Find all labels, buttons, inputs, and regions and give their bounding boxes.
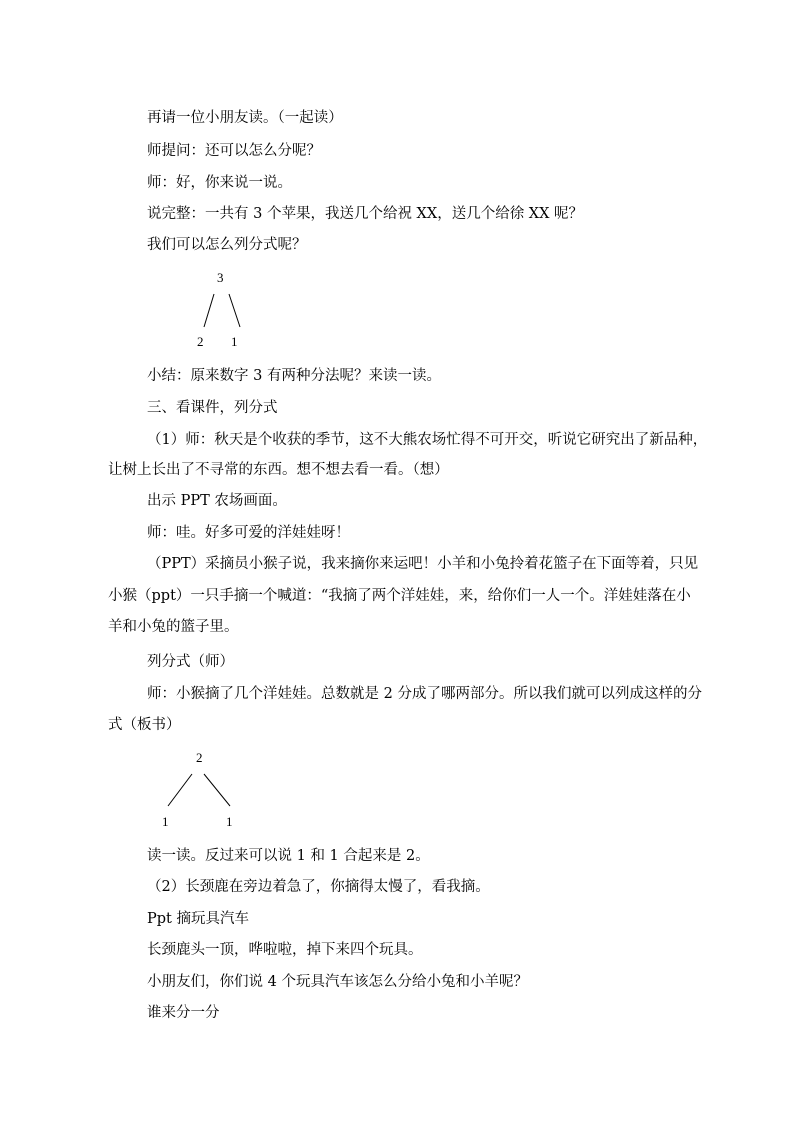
bond-total: 2 (196, 750, 203, 765)
paragraph: Ppt 摘玩具汽车 (147, 911, 249, 927)
paragraph: 再请一位小朋友读。（一起读） (147, 110, 343, 126)
paragraph: 小结：原来数字 3 有两种分法呢？来读一读。 (147, 368, 441, 384)
paragraph: 我们可以怎么列分式呢？ (147, 237, 307, 253)
paragraph: 师：好，你来说一说。 (147, 175, 292, 191)
bond-part-left: 2 (197, 334, 204, 349)
paragraph: 师：哇。好多可爱的洋娃娃呀！ (147, 525, 350, 541)
right-branch-line (229, 294, 240, 327)
section-heading: 三、看课件，列分式 (147, 400, 278, 416)
right-branch-line (204, 774, 230, 806)
bond-part-right: 1 (231, 334, 238, 349)
paragraph: 读一读。反过来可以说 1 和 1 合起来是 2。 (147, 848, 430, 864)
paragraph-continuation: 让树上长出了不寻常的东西。想不想去看一看。（想） (108, 462, 449, 478)
paragraph-continuation: 小猴（ppt）一只手摘一个喊道：“我摘了两个洋娃娃，来，给你们一人一个。洋娃娃落在小 (108, 588, 691, 604)
bond-total: 3 (217, 270, 224, 285)
paragraph: 谁来分一分 (147, 1005, 220, 1021)
paragraph: 师提问：还可以怎么分呢？ (147, 143, 321, 159)
bond-branches (200, 292, 245, 332)
paragraph: 说完整：一共有 3 个苹果，我送几个给祝 XX，送几个给徐 XX 呢？ (147, 206, 584, 222)
paragraph: （1）师：秋天是个收获的季节，这不大熊农场忙得不可开交，听说它研究出了新品种， (147, 432, 708, 448)
paragraph: 长颈鹿头一顶，哗啦啦，掉下来四个玩具。 (147, 942, 423, 958)
paragraph: （PPT）采摘员小猴子说，我来摘你来运吧！小羊和小兔拎着花篮子在下面等着，只见 (147, 556, 699, 572)
paragraph: 列分式（师） (147, 654, 234, 670)
paragraph-continuation: 羊和小兔的篮子里。 (108, 619, 239, 635)
bond-part-right: 1 (226, 814, 233, 829)
bond-part-left: 1 (162, 814, 169, 829)
paragraph: 小朋友们，你们说 4 个玩具汽车该怎么分给小兔和小羊呢？ (147, 974, 528, 990)
paragraph: （2）长颈鹿在旁边着急了，你摘得太慢了，看我摘。 (147, 879, 490, 895)
paragraph: 师：小猴摘了几个洋娃娃。总数就是 2 分成了哪两部分。所以我们就可以列成这样的分 (147, 686, 702, 702)
bond-branches (165, 772, 235, 812)
paragraph: 出示 PPT 农场画面。 (147, 493, 287, 509)
left-branch-line (168, 774, 192, 806)
paragraph-continuation: 式（板书） (108, 717, 181, 733)
left-branch-line (204, 294, 214, 327)
